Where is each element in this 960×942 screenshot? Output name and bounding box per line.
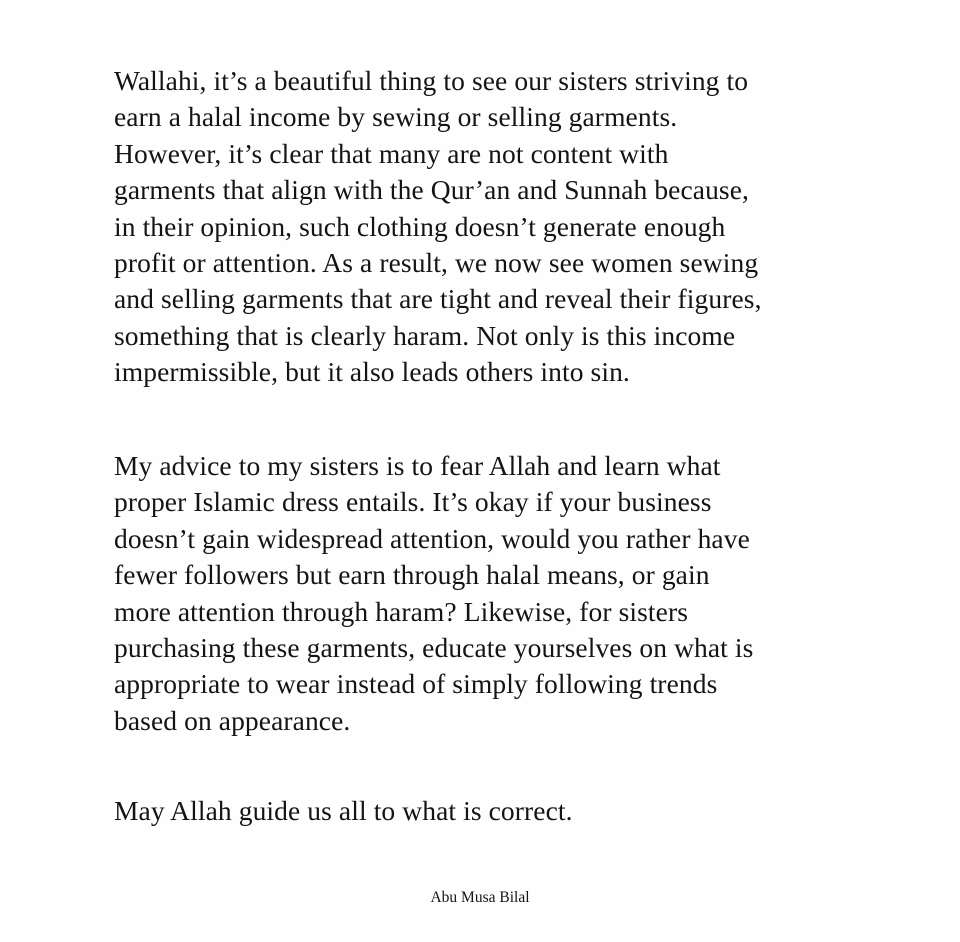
text-line: doesn’t gain widespread attention, would you rather have xyxy=(114,522,750,554)
text-line: appropriate to wear instead of simply following trends xyxy=(114,668,718,700)
text-line: in their opinion, such clothing doesn’t generate enough xyxy=(114,210,726,242)
text-line: something that is clearly haram. Not only is this income xyxy=(114,319,736,351)
text-line: However, it’s clear that many are not content with xyxy=(114,137,669,169)
text-line: based on appearance. xyxy=(114,704,351,736)
text-line: My advice to my sisters is to fear Allah and learn what xyxy=(114,450,721,481)
paragraph-advice xyxy=(114,448,753,739)
text-line: more attention through haram? Likewise, for sisters xyxy=(114,595,689,627)
text-line: proper Islamic dress entails. It’s okay if your business xyxy=(114,486,712,518)
text-line: purchasing these garments, educate yourselves on what is xyxy=(114,632,754,664)
author-signature: Abu Musa Bilal xyxy=(430,889,530,906)
text-line: garments that align with the Qur’an and Sunnah because, xyxy=(114,174,750,206)
text-line: profit or attention. As a result, we now see women sewing xyxy=(114,247,759,279)
text-line: Wallahi, it’s a beautiful thing to see our sisters striving to xyxy=(114,65,749,96)
paragraph-intro xyxy=(114,63,762,391)
text-line: fewer followers but earn through halal means, or gain xyxy=(114,559,710,591)
text-line: earn a halal income by sewing or selling garments. xyxy=(114,101,678,133)
paragraph-closing xyxy=(114,793,573,829)
text-line: and selling garments that are tight and reveal their figures, xyxy=(114,283,762,315)
text-line: May Allah guide us all to what is correct. xyxy=(114,795,573,826)
text-line: impermissible, but it also leads others into sin. xyxy=(114,356,630,388)
